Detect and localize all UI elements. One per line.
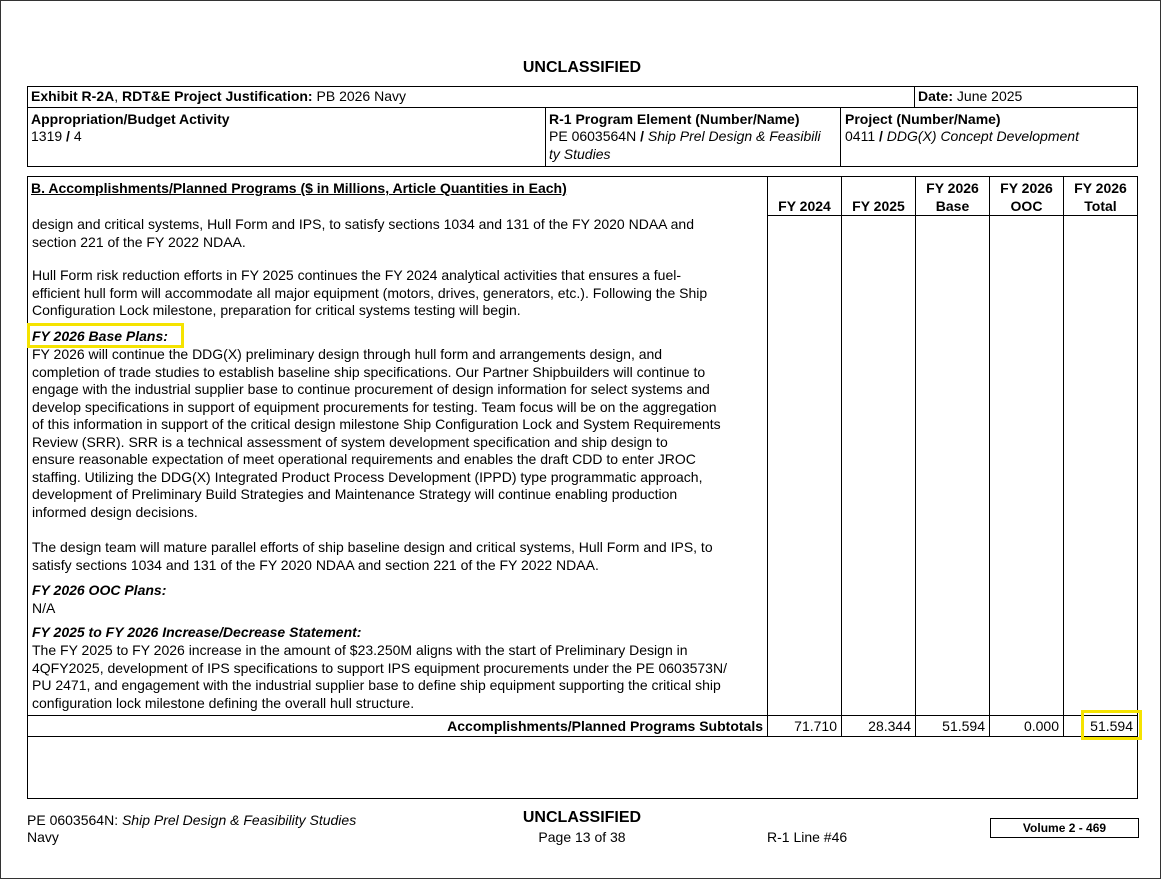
paragraph-1: design and critical systems, Hull Form and IPS, to satisfy sections 1034 and 131 of the FY 2020 NDAA and section 221 of the FY 2022 NDAA. [32, 216, 694, 250]
approp-label: Appropriation/Budget Activity [31, 111, 230, 127]
date-label: Date: [918, 88, 954, 104]
col-line-1 [767, 176, 768, 736]
r1-sep: / [636, 128, 648, 144]
paragraph-design-team: The design team will mature parallel efforts of ship baseline design and critical systems, Hull Form and IPS, to satisfy sections 1034 and 131 of the FY 2020 NDAA and section 221 of the FY 2022 NDAA. [32, 539, 713, 573]
incdec-heading: FY 2025 to FY 2026 Increase/Decrease Statement: [32, 624, 362, 640]
subtotal-bottom-line [27, 736, 1138, 737]
highlight-subtotal-total [1081, 710, 1142, 740]
col-line-5 [1063, 176, 1064, 736]
paragraph-incdec: The FY 2025 to FY 2026 increase in the amount of $23.250M aligns with the start of Preliminary Design in 4QFY2025, development of IPS specifications to support IPS equipment procurements under the PE 0603573N/ PU 2471, and engagement with the industrial supplier base to define ship equipment supporting the critical ship configuration lock milestone defining the overall hull structure. [32, 642, 727, 711]
section-title: B. Accomplishments/Planned Programs ($ in Millions, Article Quantities in Each) [31, 180, 567, 196]
budget-activity: 4 [73, 128, 82, 144]
r1-pe: PE 0603564N [549, 128, 637, 144]
classification-top: UNCLASSIFIED [522, 59, 642, 76]
col-line-3 [915, 176, 916, 736]
col-header-fy2024: FY 2024 [778, 198, 831, 214]
subtotals-label: Accomplishments/Planned Programs Subtotals [447, 718, 763, 734]
project-name: DDG(X) Concept Development [886, 128, 1079, 144]
header-divider [27, 107, 1138, 108]
col-header-fy2026-base: FY 2026 Base [926, 180, 979, 214]
r1-label: R-1 Program Element (Number/Name) [549, 111, 800, 127]
footer-r1-line: R-1 Line #46 [767, 829, 848, 845]
r1-name-1: Ship Prel Design & Feasibili [647, 128, 821, 144]
base-plans-heading: FY 2026 Base Plans: [32, 328, 168, 344]
project-value [845, 128, 1079, 146]
date-divider [914, 86, 915, 107]
project-label: Project (Number/Name) [845, 111, 1001, 127]
exhibit-label: Exhibit R-2A [31, 88, 115, 104]
date-value: June 2025 [953, 88, 1023, 104]
subtotal-fy2026-total: 51.594 [1090, 718, 1133, 734]
subtotal-fy2026-ooc: 0.000 [1023, 718, 1059, 734]
exhibit-sep: , [114, 88, 123, 104]
subtotal-top-line [27, 715, 1138, 716]
subtotal-fy2026-base: 51.594 [942, 718, 985, 734]
highlight-base-plans [27, 323, 184, 348]
paragraph-base-plans: FY 2026 will continue the DDG(X) preliminary design through hull form and arrangements design, and completion of trade studies to establish baseline ship specifications. Our Partner Shipbuilders will continue to engage with the industrial supplier base to continue procurement of design information for select systems and develop specifications in support of equipment procurements for testing. Team focus will be on the aggregation of this information in support of the critical design milestone Ship Configuration Lock and System Requirements Review (SRR). SRR is a technical assessment of system development specification and ship design to ensure reasonable expectation of meet operational requirements and enables the draft CDD to enter JROC staffing. Utilizing the DDG(X) Integrated Product Process Development (IPPD) type programmatic approach, development of Preliminary Build Strategies and Maintenance Strategy will continue enabling production informed design decisions. [32, 346, 721, 520]
date-line [918, 88, 1022, 106]
project-number: 0411 [845, 128, 876, 144]
classification-bottom: UNCLASSIFIED [522, 809, 642, 826]
ooc-plans-value: N/A [32, 600, 56, 616]
footer-volume: Volume 2 - 469 [990, 818, 1139, 838]
paragraph-2: Hull Form risk reduction efforts in FY 2025 continues the FY 2024 analytical activities that ensures a fuel- efficient hull form will accommodate all major equipment (motors, drives, generators, etc.). Following the Ship Configuration Lock milestone, preparation for critical systems testing will begin. [32, 267, 708, 318]
project-sep: / [875, 128, 887, 144]
col-line-2 [841, 176, 842, 736]
approp-value [31, 128, 82, 146]
r1-divider [545, 107, 546, 167]
project-divider [840, 107, 841, 167]
col-header-fy2026-total: FY 2026 Total [1074, 180, 1127, 214]
col-header-fy2025: FY 2025 [852, 198, 905, 214]
r1-value [549, 128, 821, 146]
col-header-fy2026-ooc: FY 2026 OOC [1000, 180, 1053, 214]
r1-name-2: ty Studies [549, 146, 611, 162]
footer-page: Page 13 of 38 [538, 829, 626, 845]
col-line-4 [989, 176, 990, 736]
footer-org: Navy [27, 829, 59, 845]
subtotal-fy2025: 28.344 [868, 718, 911, 734]
approp-sep: / [62, 128, 74, 144]
subtotal-fy2024: 71.710 [794, 718, 837, 734]
ooc-plans-heading: FY 2026 OOC Plans: [32, 582, 167, 598]
footer-pe: PE 0603564N: Ship Prel Design & Feasibility Studies [27, 812, 357, 828]
exhibit-value: PB 2026 Navy [312, 88, 406, 104]
approp-number: 1319 [31, 128, 63, 144]
exhibit-line [31, 88, 406, 106]
exhibit-type: RDT&E Project Justification: [122, 88, 313, 104]
columns-header-divider [767, 215, 1138, 216]
